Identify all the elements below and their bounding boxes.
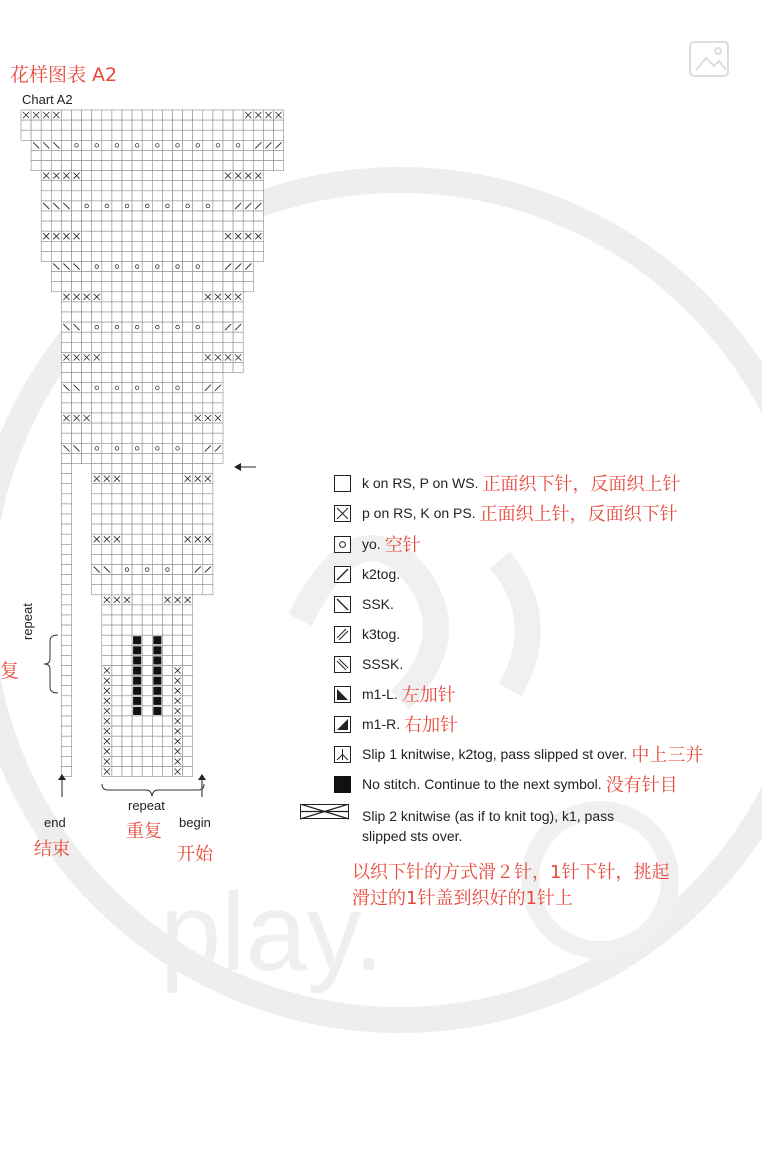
image-icon[interactable] [688, 38, 732, 82]
end-cn-label: 结束 [34, 839, 70, 860]
k3tog-icon [334, 626, 351, 643]
legend-slip2-line2: slipped sts over. [362, 828, 463, 844]
slip2-k1-psso-icon [300, 804, 350, 820]
yo-icon [334, 536, 351, 553]
legend-item-nostitch [334, 772, 678, 796]
legend-text: yo. [362, 536, 381, 552]
legend-text: k on RS, P on WS. [362, 475, 479, 491]
legend-item-m1l [334, 682, 456, 706]
legend-item-ssk [334, 592, 394, 616]
legend-text: m1-R. [362, 716, 401, 732]
legend-cn-text: 没有针目 [605, 775, 678, 796]
watermark-text: play. [160, 871, 385, 994]
legend-item-knit [334, 471, 680, 495]
legend-item-yo [334, 532, 421, 556]
m1l-icon [334, 686, 351, 703]
k2tog-icon [334, 566, 351, 583]
page-title: 花样图表 A2 [10, 64, 118, 86]
legend-cn-text: 左加针 [401, 685, 456, 706]
chart-title: Chart A2 [22, 92, 73, 107]
legend-slip2-text [362, 806, 614, 846]
cdd-icon [334, 746, 351, 763]
legend-item-k2tog [334, 562, 400, 586]
legend-item-sssk [334, 652, 403, 676]
bottom-repeat-brace [100, 782, 206, 798]
legend-cn-text: 正面织上针，反面织下针 [479, 504, 678, 525]
end-label: end [44, 815, 66, 830]
sssk-icon [334, 656, 351, 673]
legend-text: k3tog. [362, 626, 401, 642]
legend-text: p on RS, K on PS. [362, 505, 476, 521]
purl-icon [334, 505, 351, 522]
legend-item-k3tog [334, 622, 400, 646]
legend-slip2-cn: 以织下针的方式滑２针，1针下针，挑起滑过的1针盖到织好的1针上 [352, 862, 670, 909]
legend-cn-text: 正面织下针，反面织上针 [482, 474, 681, 495]
legend-text: No stitch. Continue to the next symbol. [362, 776, 602, 792]
legend-item-cdd [334, 742, 703, 766]
knit-icon [334, 475, 351, 492]
legend-text: SSK. [362, 596, 394, 612]
m1r-icon [334, 716, 351, 733]
begin-cn-label: 开始 [177, 844, 213, 865]
repeat-label: repeat [128, 798, 165, 813]
ssk-icon [334, 596, 351, 613]
legend-slip2-line1: Slip 2 knitwise (as if to knit tog), k1, pass [362, 808, 615, 824]
legend-cn-text: 右加针 [404, 715, 459, 736]
legend-item-purl [334, 501, 678, 525]
legend-text: Slip 1 knitwise, k2tog, pass slipped st over. [362, 746, 628, 762]
legend-item-m1r [334, 712, 458, 736]
row-marker-arrow [230, 460, 260, 474]
side-repeat-cn-label: 复 [0, 660, 20, 682]
repeat-cn-label: 重复 [126, 821, 162, 842]
side-repeat-label: repeat [20, 603, 35, 640]
side-repeat-brace [40, 634, 62, 694]
legend-cn-text: 中上三并 [631, 745, 704, 766]
begin-label: begin [179, 815, 211, 830]
legend-text: m1-L. [362, 686, 398, 702]
legend-cn-text: 空针 [384, 535, 421, 556]
legend-text: SSSK. [362, 656, 404, 672]
legend-text: k2tog. [362, 566, 401, 582]
nostitch-icon [334, 776, 351, 793]
